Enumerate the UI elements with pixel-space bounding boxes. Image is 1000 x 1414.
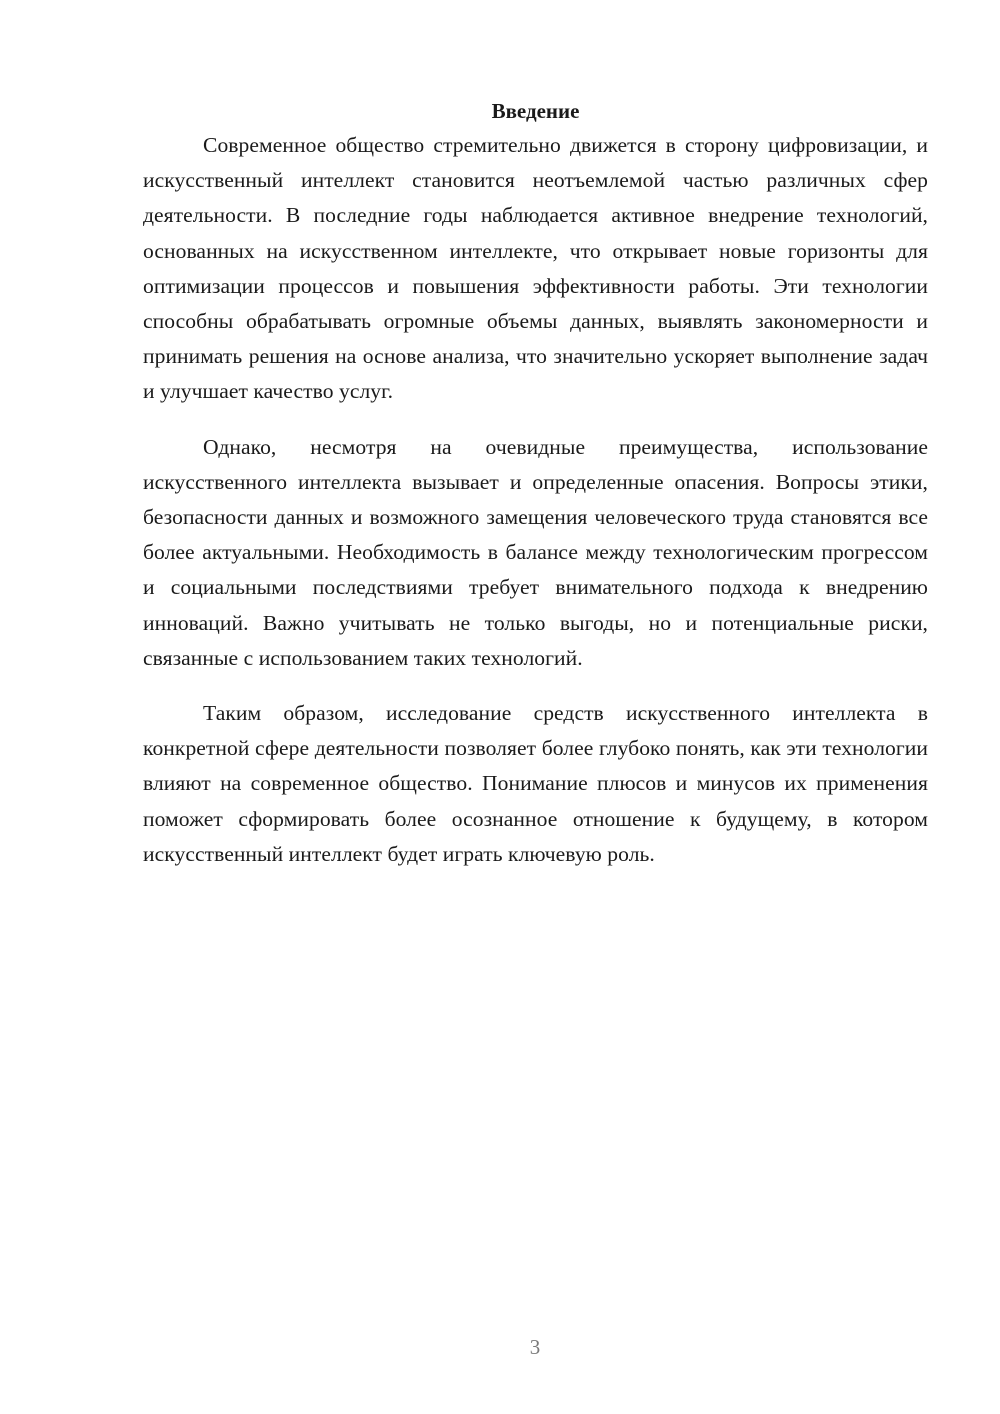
- page-content: [143, 96, 928, 892]
- page-number: 3: [529, 1335, 541, 1359]
- paragraph-3: Таким образом, исследование средств искусственного интеллекта в конкретной сфере деятельности позволяет более глубоко понять, как эти технологии влияют на современное общество. Понимание плюсов и минусов их применения поможет сформировать более осознанное отношение к будущему, в котором искусственный интеллект будет играть ключевую роль.: [143, 701, 928, 866]
- paragraph-1: Современное общество стремительно движется в сторону цифровизации, и искусственный интеллект становится неотъемлемой частью различных сфер деятельности. В последние годы наблюдается активное внедрение технологий, основанных на искусственном интеллекте, что открывает новые горизонты для оптимизации процессов и повышения эффективности работы. Эти технологии способны обрабатывать огромные объемы данных, выявлять закономерности и принимать решения на основе анализа, что значительно ускоряет выполнение задач и улучшает качество услуг.: [143, 133, 928, 404]
- paragraph-2: Однако, несмотря на очевидные преимущества, использование искусственного интеллекта вызывает и определенные опасения. Вопросы этики, безопасности данных и возможного замещения человеческого труда становятся все более актуальными. Необходимость в балансе между технологическим прогрессом и социальными последствиями требует внимательного подхода к внедрению инноваций. Важно учитывать не только выгоды, но и потенциальные риски, связанные с использованием таких технологий.: [143, 434, 928, 670]
- section-heading: Введение: [491, 99, 580, 123]
